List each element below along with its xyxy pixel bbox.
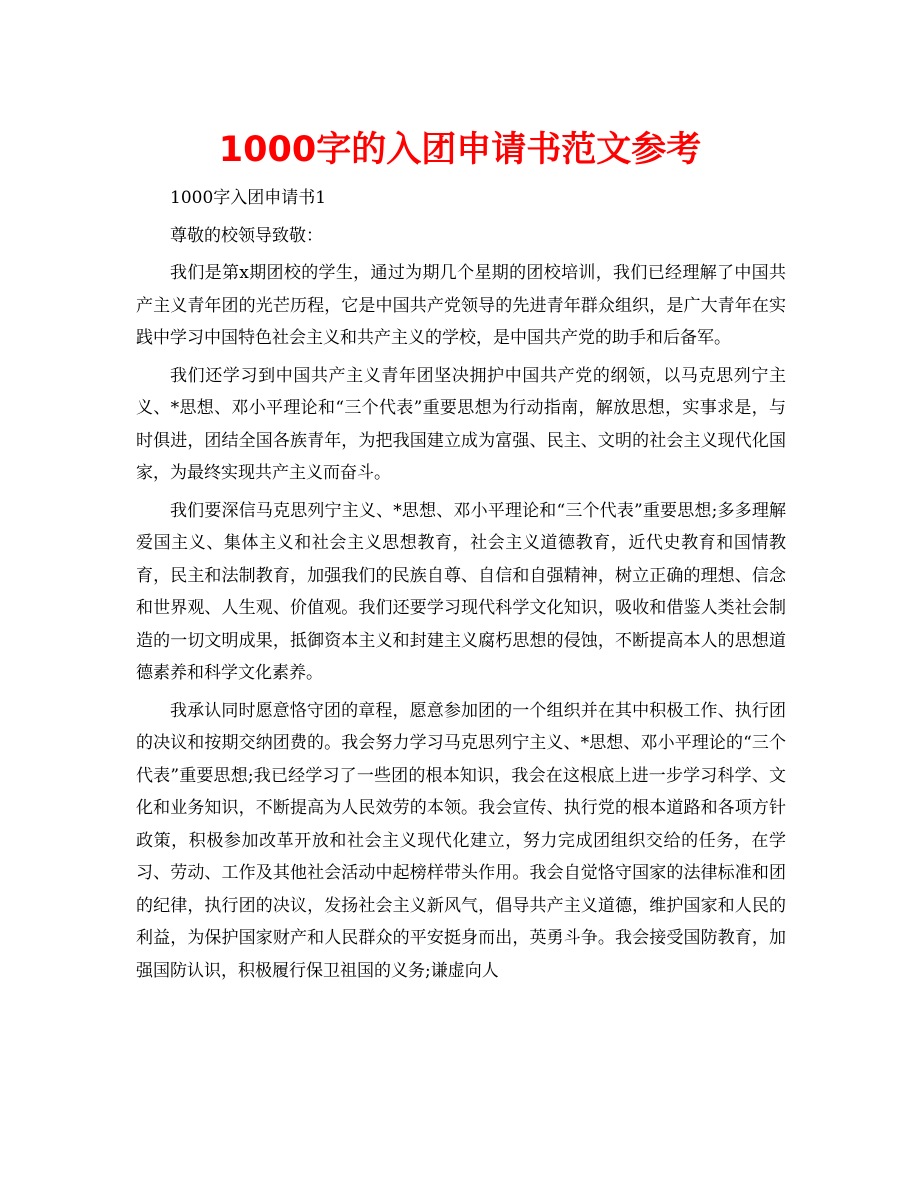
section-heading: 1000字入团申请书1 bbox=[170, 188, 327, 208]
paragraph-4: 我承认同时愿意恪守团的章程，愿意参加团的一个组织并在其中积极工作、执行团的决议和按期交纳团费的。我会努力学习马克思列宁主义、*思想、邓小平理论的“三个代表”重要思想;我已经学习了一些团的根本知识，我会在这根底上进一步学习科学、文化和业务知识，不断提高为人民效劳的本领。我会宣传、执行党的根本道路和各项方针政策，积极参加改革开放和社会主义现代化建立，努力完成团组织交给的任务，在学习、劳动、工作及其他社会活动中起榜样带头作用。我会自觉恪守国家的法律标准和团的纪律，执行团的决议，发扬社会主义新风气，倡导共产主义道德，维护国家和人民的利益，为保护国家财产和人民群众的平安挺身而出，英勇斗争。我会接受国防教育，加强国防认识，积极履行保卫祖国的义务;谦虚向人 bbox=[136, 700, 786, 981]
salutation: 尊敬的校领导致敬： bbox=[170, 225, 323, 246]
document-body bbox=[136, 182, 786, 987]
paragraph-2: 我们还学习到中国共产主义青年团坚决拥护中国共产党的纲领，以马克思列宁主义、*思想、邓小平理论和“三个代表”重要思想为行动指南，解放思想，实事求是，与时俱进，团结全国各族青年，为把我国建立成为富强、民主、文明的社会主义现代化国家，为最终实现共产主义而奋斗。 bbox=[136, 365, 786, 483]
paragraph-3: 我们要深信马克思列宁主义、*思想、邓小平理论和“三个代表”重要思想;多多理解爱国主义、集体主义和社会主义思想教育，社会主义道德教育，近代史教育和国情教育，民主和法制教育，加强我们的民族自尊、自信和自强精神，树立正确的理想、信念和世界观、人生观、价值观。我们还要学习现代科学文化知识，吸收和借鉴人类社会制造的一切文明成果，抵御资本主义和封建主义腐朽思想的侵蚀，不断提高本人的思想道德素养和科学文化素养。 bbox=[136, 500, 786, 683]
paragraph-1: 我们是第x期团校的学生，通过为期几个星期的团校培训，我们已经理解了中国共产主义青年团的光芒历程，它是中国共产党领导的先进青年群众组织，是广大青年在实践中学习中国特色社会主义和共产主义的学校，是中国共产党的助手和后备军。 bbox=[136, 263, 786, 348]
document-title: 1000字的入团申请书范文参考 bbox=[218, 130, 702, 170]
